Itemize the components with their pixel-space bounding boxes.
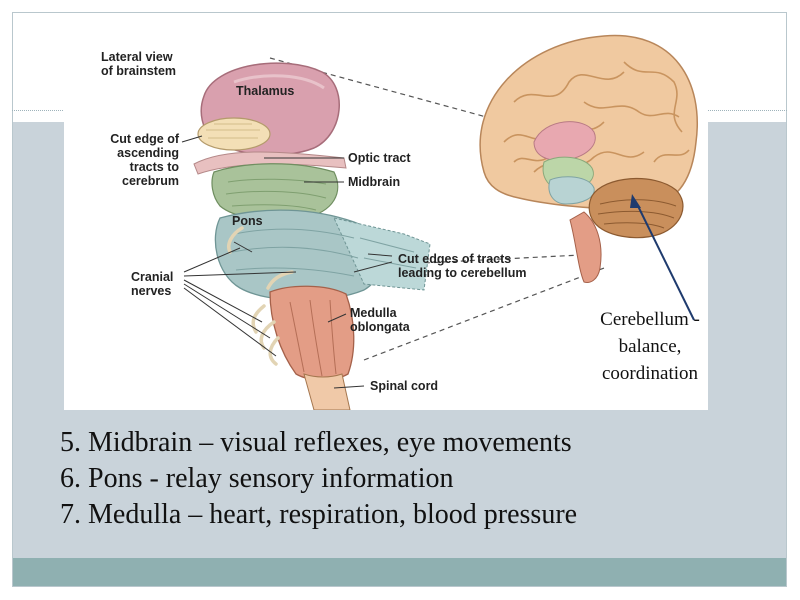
label-cranial-nerves: Cranial nerves — [131, 270, 174, 298]
brainstem-figure — [64, 22, 708, 410]
label-cut-edges-cerebellum: Cut edges of tracts leading to cerebellum — [398, 252, 527, 280]
list-item-midbrain: 5. Midbrain – visual reflexes, eye movements — [60, 427, 572, 458]
label-spinal-cord: Spinal cord — [370, 379, 439, 393]
figure-header: Lateral view of brainstem — [101, 50, 177, 78]
list-item-pons: 6. Pons - relay sensory information — [60, 463, 454, 494]
footer-bar — [13, 558, 786, 586]
lateral-brainstem-drawing — [194, 63, 430, 410]
label-optic-tract: Optic tract — [348, 151, 411, 165]
list-item-medulla: 7. Medulla – heart, respiration, blood pressure — [60, 499, 578, 530]
label-pons: Pons — [232, 214, 263, 228]
label-medulla: Medulla oblongata — [350, 306, 410, 334]
label-thalamus: Thalamus — [236, 84, 295, 98]
cerebellum-note: Cerebellum - balance, coordination — [600, 309, 700, 384]
label-cut-edge-ascending: Cut edge of ascending tracts to cerebrum — [110, 132, 179, 188]
whole-brain-drawing — [480, 36, 697, 283]
function-list — [60, 425, 577, 533]
label-midbrain: Midbrain — [348, 175, 401, 189]
